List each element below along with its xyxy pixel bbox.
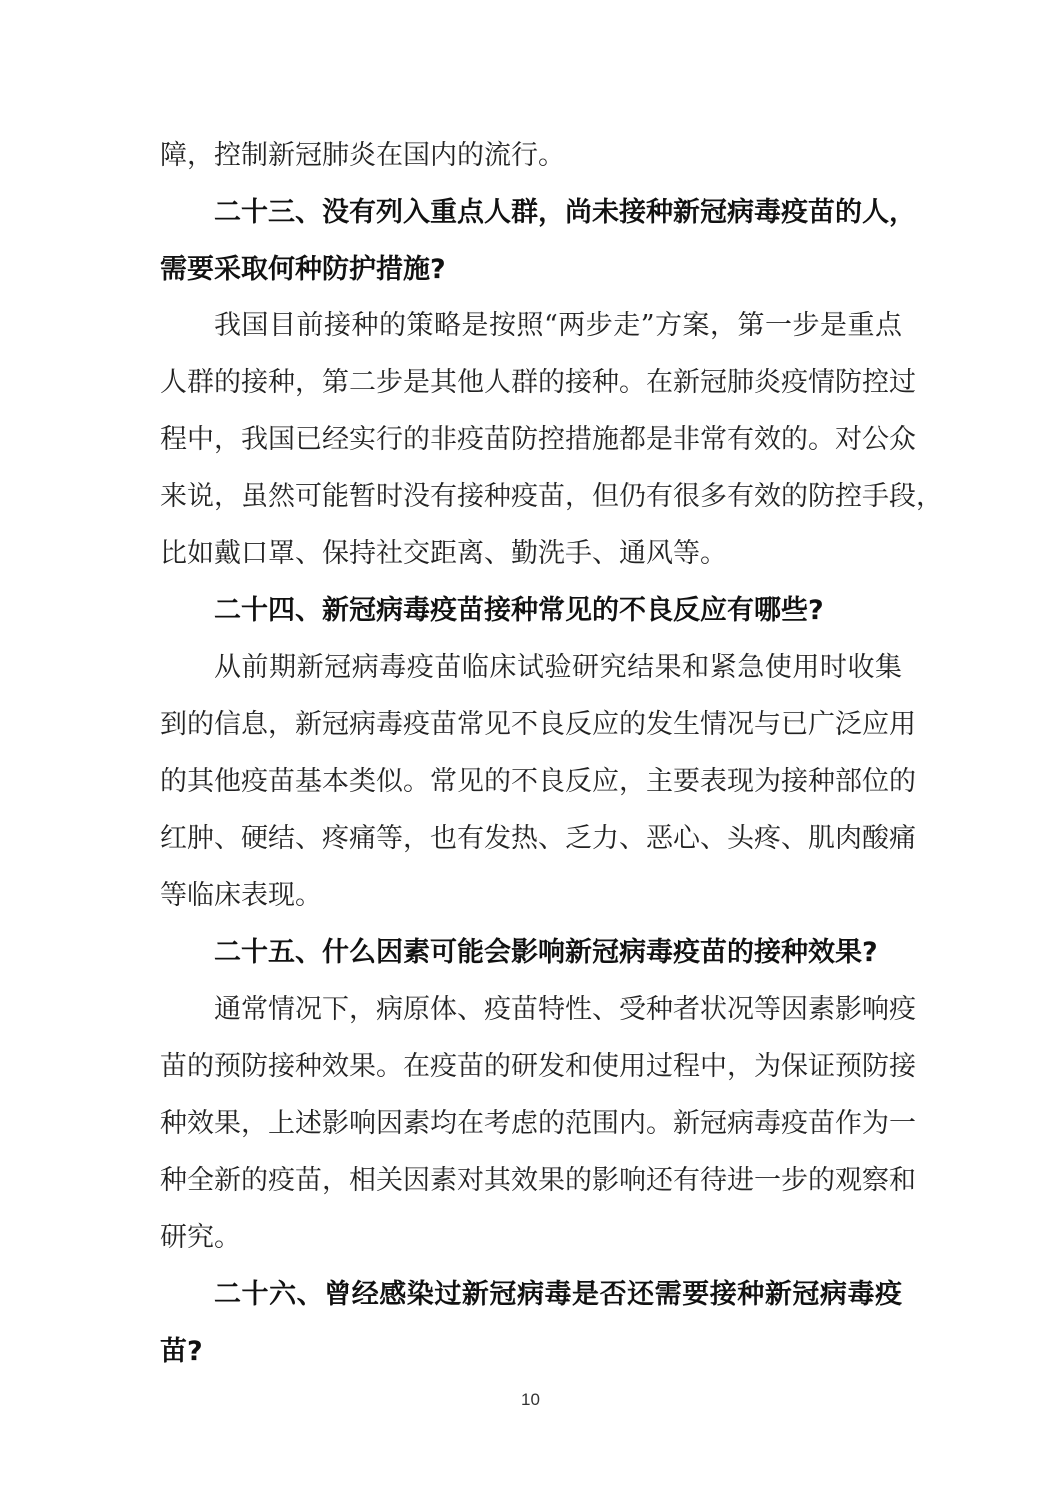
answer-25-line: 苗的预防接种效果。在疫苗的研发和使用过程中，为保证预防接 [160,1051,916,1082]
answer-23-line: 比如戴口罩、保持社交距离、勤洗手、通风等。 [160,538,727,569]
question-26-heading: 二十六、曾经感染过新冠病毒是否还需要接种新冠病毒疫 [214,1279,902,1310]
answer-24-line: 等临床表现。 [160,880,322,911]
answer-23-line: 来说，虽然可能暂时没有接种疫苗，但仍有很多有效的防控手段， [160,481,943,512]
page-number: 10 [521,1390,540,1409]
answer-24-line: 红肿、硬结、疼痛等，也有发热、乏力、恶心、头疼、肌肉酸痛 [160,823,916,854]
answer-25-line: 通常情况下，病原体、疫苗特性、受种者状况等因素影响疫 [214,994,916,1025]
answer-24-line: 从前期新冠病毒疫苗临床试验研究结果和紧急使用时收集 [214,652,902,683]
answer-24-line: 到的信息，新冠病毒疫苗常见不良反应的发生情况与已广泛应用 [160,709,916,740]
answer-23-line: 我国目前接种的策略是按照“两步走”方案，第一步是重点 [214,310,902,341]
question-26-heading-cont: 苗? [160,1336,203,1367]
answer-25-line: 研究。 [160,1222,241,1253]
answer-24-line: 的其他疫苗基本类似。常见的不良反应，主要表现为接种部位的 [160,766,916,797]
answer-25-line: 种全新的疫苗，相关因素对其效果的影响还有待进一步的观察和 [160,1165,916,1196]
body-line: 障，控制新冠肺炎在国内的流行。 [160,140,565,171]
answer-23-line: 程中，我国已经实行的非疫苗防控措施都是非常有效的。对公众 [160,424,916,455]
answer-25-line: 种效果，上述影响因素均在考虑的范围内。新冠病毒疫苗作为一 [160,1108,916,1139]
question-23-heading: 二十三、没有列入重点人群，尚未接种新冠病毒疫苗的人， [214,197,916,228]
question-25-heading: 二十五、什么因素可能会影响新冠病毒疫苗的接种效果? [214,937,878,968]
question-24-heading: 二十四、新冠病毒疫苗接种常见的不良反应有哪些? [214,595,824,626]
answer-23-line: 人群的接种，第二步是其他人群的接种。在新冠肺炎疫情防控过 [160,367,916,398]
question-23-heading-cont: 需要采取何种防护措施? [160,254,446,285]
